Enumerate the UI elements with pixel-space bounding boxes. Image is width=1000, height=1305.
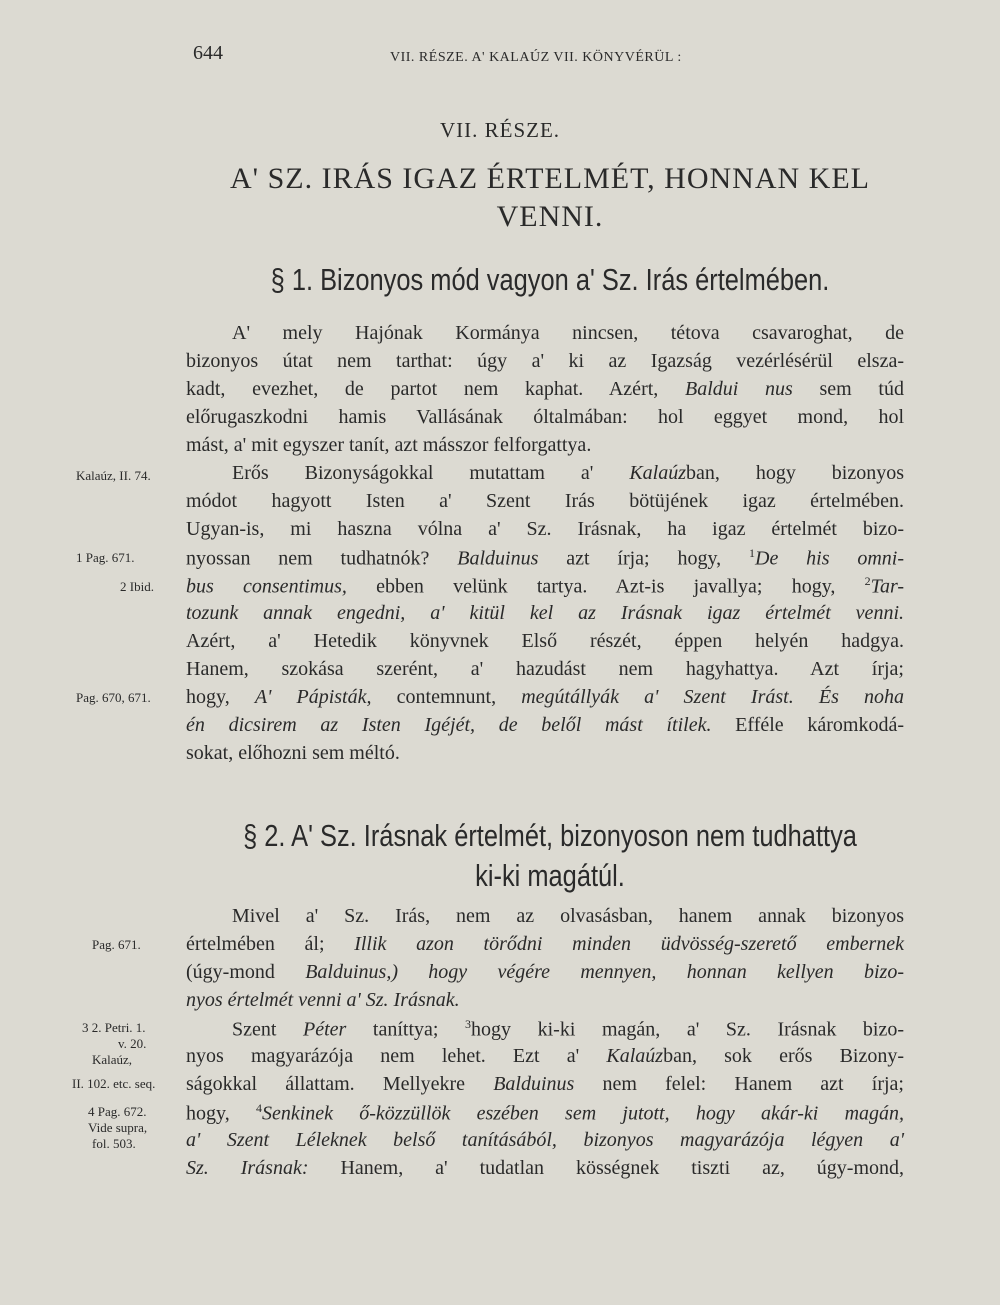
margin-note: 4 Pag. 672.	[88, 1104, 147, 1119]
chapter-title-line: VENNI.	[496, 200, 604, 233]
section-2-heading-line: ki-ki magátúl.	[475, 858, 625, 893]
text-line: Mivel a' Sz. Irás, nem az olvasásban, hanem annak bizonyos	[232, 905, 904, 927]
text-line: előrugaszkodni hamis Vallásának óltalmában: hol eggyet mond, hol	[186, 406, 904, 428]
text-line: nyossan nem tudhatnók? Balduinus azt írja; hogy, $^1$De his omni-	[186, 546, 905, 570]
text-line: Sz. Irásnak: Hanem, a' tudatlan kösségnek tiszti az, úgy-mond,	[186, 1157, 904, 1179]
text-line: bizonyos útat nem tarthat: úgy a' ki az Igazság vezérlésérül elsza-	[186, 350, 904, 372]
text-line: Ugyan-is, mi haszna vólna a' Sz. Irásnak, ha igaz értelmét bizo-	[186, 518, 904, 540]
text-line: módot hagyott Isten a' Szent Irás bötüjének igaz értelmében.	[186, 490, 904, 512]
text-line: Azért, a' Hetedik könyvnek Első részét, éppen helyén hadgya.	[186, 630, 904, 652]
running-head: VII. RÉSZE. A' KALAÚZ VII. KÖNYVÉRÜL :	[390, 50, 682, 65]
margin-note: v. 20.	[118, 1036, 147, 1051]
text-line: Szent Péter taníttya; $^3$hogy ki-ki magán, a' Sz. Irásnak bizo-	[232, 1017, 905, 1041]
text-line: tozunk annak engedni, a' kitül kel az Irásnak igaz értelmét venni.	[186, 602, 904, 624]
text-line: én dicsirem az Isten Igéjét, de belől mást ítilek. Efféle káromkodá-	[186, 714, 904, 736]
part-heading: VII. RÉSZE.	[439, 118, 561, 142]
text-line: sokat, előhozni sem méltó.	[186, 742, 400, 764]
margin-note: II. 102. etc. seq.	[72, 1076, 156, 1091]
page-number: 644	[193, 42, 223, 64]
text-line: bus consentimus, ebben velünk tartya. Azt-is javallya; hogy, $^2$Tar-	[186, 574, 904, 598]
chapter-title-line: A' SZ. IRÁS IGAZ ÉRTELMÉT, HONNAN KEL	[230, 162, 870, 195]
text-line: Erős Bizonyságokkal mutattam a' Kalaúzban, hogy bizonyos	[232, 462, 904, 484]
text-line: a' Szent Léleknek belső tanításából, bizonyos magyarázója légyen a'	[186, 1129, 904, 1151]
margin-note: Pag. 670, 671.	[76, 690, 151, 705]
chapter-title	[185, 160, 915, 236]
text-line: hogy, $^4$Senkinek ő-közzüllök eszében sem jutott, hogy akár-ki magán,	[186, 1101, 905, 1125]
text-line: A' mely Hajónak Kormánya nincsen, tétova csavaroghat, de	[232, 322, 904, 344]
text-line: nyos értelmét venni a' Sz. Irásnak.	[186, 989, 460, 1011]
margin-note: Vide supra,	[88, 1120, 148, 1135]
text-line: (úgy-mond Balduinus,) hogy végére mennyen, honnan kellyen bizo-	[186, 961, 904, 983]
text-line: értelmében ál; Illik azon törődni minden üdvösség-szerető embernek	[186, 933, 905, 955]
margin-note: 3 2. Petri. 1.	[82, 1020, 146, 1035]
section-1-heading: § 1. Bizonyos mód vagyon a' Sz. Irás értelmében.	[270, 262, 830, 297]
text-line: kadt, evezhet, de partot nem kaphat. Azért, Baldui nus sem túd	[186, 378, 904, 400]
margin-note: Pag. 671.	[92, 937, 141, 952]
text-line: ságokkal állattam. Mellyekre Balduinus nem felel: Hanem azt írja;	[186, 1073, 904, 1095]
text-line: Hanem, szokása szerént, a' hazudást nem hagyhattya. Azt írja;	[186, 658, 904, 680]
margin-note: 1 Pag. 671.	[76, 550, 135, 565]
margin-note: Kalaúz,	[92, 1052, 133, 1067]
text-line: hogy, A' Pápisták, contemnunt, megútállyák a' Szent Irást. És noha	[186, 686, 905, 708]
text-line: mást, a' mit egyszer tanít, azt másszor felforgattya.	[186, 434, 592, 456]
margin-note: 2 Ibid.	[120, 579, 154, 594]
section-2-heading-line: § 2. A' Sz. Irásnak értelmét, bizonyoson nem tudhattya	[243, 818, 857, 853]
margin-note: fol. 503.	[92, 1136, 136, 1151]
section-2-heading	[197, 816, 902, 896]
margin-note: Kalaúz, II. 74.	[76, 468, 151, 483]
text-line: nyos magyarázója nem lehet. Ezt a' Kalaúzban, sok erős Bizony-	[186, 1045, 904, 1067]
